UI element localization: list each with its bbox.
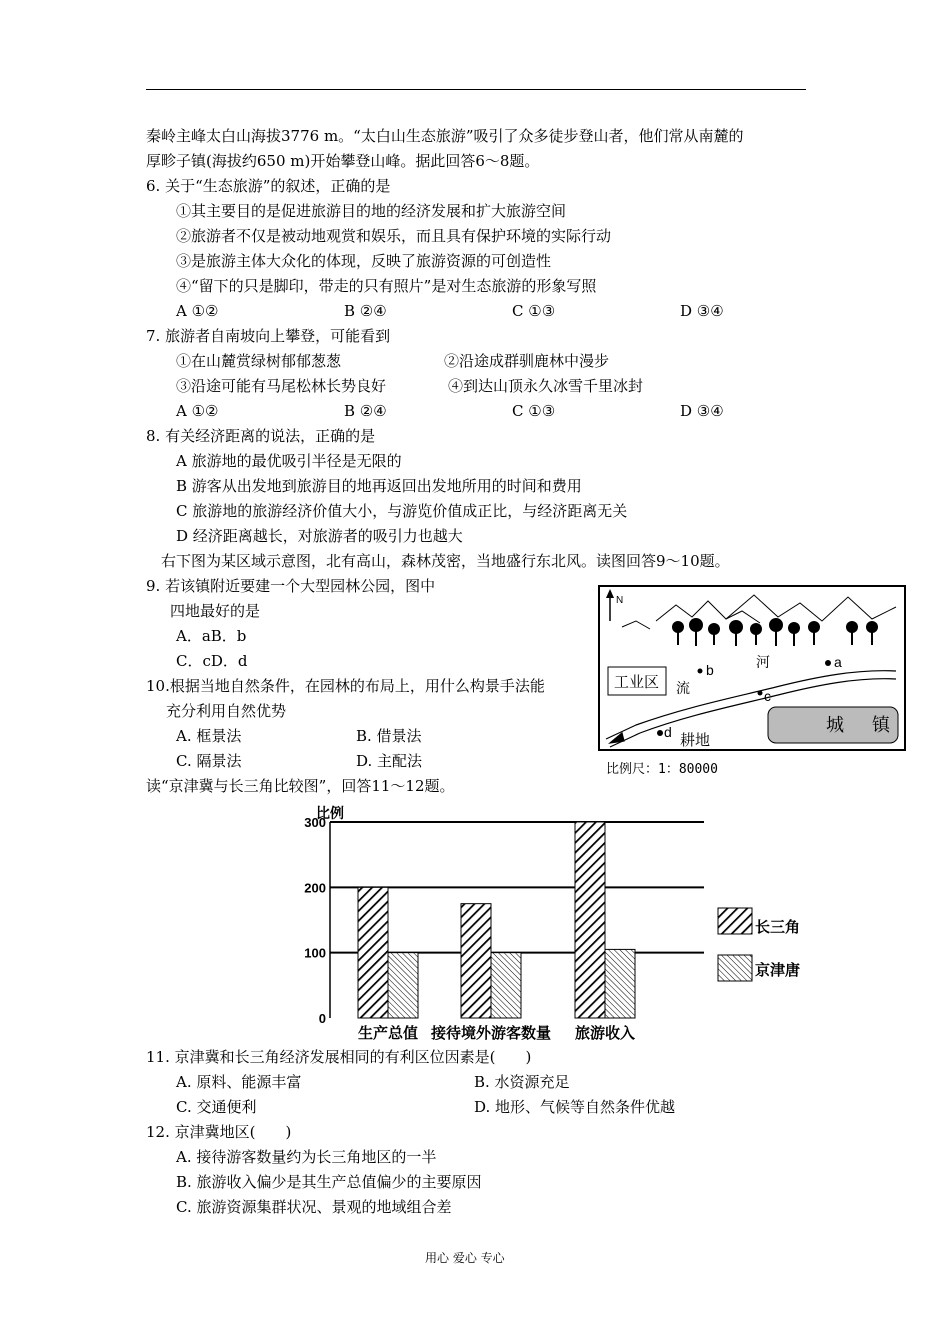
q12-option-c: C. 旅游资源集群状况、景观的地域组合差 bbox=[176, 1198, 452, 1216]
q12-stem: 12. 京津冀地区( ) bbox=[146, 1123, 292, 1141]
point-b-marker bbox=[698, 669, 703, 674]
q6-stem: 6. 关于“生态旅游”的叙述，正确的是 bbox=[146, 177, 391, 195]
bar-series-2-2 bbox=[605, 949, 635, 1018]
q7-item-1: ①在山麓赏绿树郁郁葱葱 bbox=[176, 352, 342, 370]
y-axis-label: 比例 bbox=[316, 805, 344, 821]
bar-series-1-0 bbox=[358, 887, 388, 1018]
q7-item-3: ③沿途可能有马尾松林长势良好 bbox=[176, 377, 387, 395]
q10-option-a: A. 框景法 bbox=[176, 727, 242, 745]
point-c-marker bbox=[758, 691, 763, 696]
legend-swatch-series-2 bbox=[718, 955, 752, 981]
q9-option-ab: A．aB．b bbox=[176, 627, 247, 645]
q12-option-a: A. 接待游客数量约为长三角地区的一半 bbox=[176, 1148, 437, 1166]
y-tick-label: 200 bbox=[304, 880, 326, 896]
q8-option-c: C 旅游地的旅游经济价值大小，与游览价值成正比，与经济距离无关 bbox=[176, 502, 628, 520]
q10-stem: 10.根据当地自然条件，在园林的布局上，用什么构景手法能 bbox=[146, 677, 545, 695]
bar-series-2-0 bbox=[388, 953, 418, 1018]
comparison-chart bbox=[300, 800, 820, 1045]
q6-item-1: ①其主要目的是促进旅游目的地的经济发展和扩大旅游空间 bbox=[176, 202, 567, 220]
q10-option-b: B. 借景法 bbox=[356, 727, 422, 745]
x-tick-label: 接待境外游客数量 bbox=[430, 1025, 552, 1042]
q8-option-b: B 游客从出发地到旅游目的地再返回出发地所用的时间和费用 bbox=[176, 477, 582, 495]
river-label-1: 河 bbox=[756, 655, 770, 671]
q7-option-d: D ③④ bbox=[680, 402, 724, 420]
point-a-label: a bbox=[834, 654, 842, 670]
q11-option-c: C. 交通便利 bbox=[176, 1098, 257, 1116]
river-label-2: 流 bbox=[676, 681, 690, 697]
bar-series-1-2 bbox=[575, 822, 605, 1018]
q7-option-b: B ②④ bbox=[344, 402, 387, 420]
point-b-label: b bbox=[706, 662, 714, 678]
page-footer: 用心 爱心 专心 bbox=[425, 1251, 505, 1265]
q9-stem-2: 四地最好的是 bbox=[170, 602, 261, 620]
q11-option-d: D. 地形、气候等自然条件优越 bbox=[474, 1098, 676, 1116]
q10-option-d: D. 主配法 bbox=[356, 752, 423, 770]
point-d-marker bbox=[657, 730, 663, 736]
q10-stem-2: 充分利用自然优势 bbox=[166, 702, 287, 720]
bar-series-1-1 bbox=[461, 904, 491, 1018]
farmland-label: 耕地 bbox=[680, 731, 711, 749]
q7-item-4: ④到达山顶永久冰雪千里冰封 bbox=[448, 377, 644, 395]
legend-label-series-1: 长三角 bbox=[755, 919, 801, 936]
y-tick-label: 0 bbox=[318, 1011, 326, 1026]
q8-stem: 8. 有关经济距离的说法，正确的是 bbox=[146, 427, 376, 445]
point-c-label: c bbox=[764, 688, 771, 704]
q8-option-a: A 旅游地的最优吸引半径是无限的 bbox=[176, 452, 402, 470]
chart-legend bbox=[718, 908, 800, 981]
north-label: N bbox=[616, 595, 624, 606]
y-tick-label: 300 bbox=[304, 815, 326, 830]
q8-option-d: D 经济距离越长，对旅游者的吸引力也越大 bbox=[176, 527, 463, 545]
y-tick-label: 100 bbox=[304, 945, 326, 961]
legend-swatch-series-1 bbox=[718, 908, 752, 934]
q6-option-a: A ①② bbox=[176, 302, 219, 320]
town-label-2: 镇 bbox=[872, 715, 890, 736]
q12-option-b: B. 旅游收入偏少是其生产总值偏少的主要原因 bbox=[176, 1173, 482, 1191]
legend-label-series-2: 京津唐 bbox=[755, 962, 801, 979]
bar-series-2-1 bbox=[491, 953, 521, 1018]
intro-line-1: 秦岭主峰太白山海拔3776 m。“太白山生态旅游”吸引了众多徒步登山者，他们常从南麓的 bbox=[146, 127, 744, 145]
q9-stem: 9. 若该镇附近要建一个大型园林公园，图中 bbox=[146, 577, 436, 595]
x-tick-label: 生产总值 bbox=[357, 1025, 419, 1042]
header-rule bbox=[146, 89, 806, 90]
region-map bbox=[596, 583, 908, 753]
q7-option-c: C ①③ bbox=[512, 402, 556, 420]
point-d-label: d bbox=[664, 724, 672, 740]
town-label-1: 城 bbox=[826, 715, 844, 736]
industrial-label: 工业区 bbox=[614, 673, 660, 691]
q10-option-c: C. 隔景法 bbox=[176, 752, 242, 770]
q6-item-2: ②旅游者不仅是被动地观赏和娱乐，而且具有保护环境的实际行动 bbox=[176, 227, 612, 245]
q6-option-c: C ①③ bbox=[512, 302, 556, 320]
map-intro: 右下图为某区域示意图，北有高山，森林茂密，当地盛行东北风。读图回答9～10题。 bbox=[161, 552, 730, 570]
q11-option-b: B. 水资源充足 bbox=[474, 1073, 570, 1091]
q7-option-a: A ①② bbox=[176, 402, 219, 420]
chart-intro: 读“京津冀与长三角比较图”，回答11～12题。 bbox=[146, 777, 455, 795]
q6-item-4: ④“留下的只是脚印，带走的只有照片”是对生态旅游的形象写照 bbox=[176, 277, 597, 295]
map-scale: 比例尺：1：80000 bbox=[606, 762, 718, 777]
x-tick-label: 旅游收入 bbox=[574, 1025, 636, 1042]
q6-item-3: ③是旅游主体大众化的体现，反映了旅游资源的可创造性 bbox=[176, 252, 552, 270]
point-a-marker bbox=[825, 660, 831, 666]
q11-option-a: A. 原料、能源丰富 bbox=[176, 1073, 302, 1091]
q7-item-2: ②沿途成群驯鹿林中漫步 bbox=[444, 352, 610, 370]
q6-option-b: B ②④ bbox=[344, 302, 387, 320]
q6-option-d: D ③④ bbox=[680, 302, 724, 320]
intro-line-2: 厚畛子镇(海拔约650 m)开始攀登山峰。据此回答6～8题。 bbox=[146, 152, 540, 170]
q11-stem: 11. 京津冀和长三角经济发展相同的有利区位因素是( ) bbox=[146, 1048, 532, 1066]
q9-option-cd: C．cD．d bbox=[176, 652, 248, 670]
q7-stem: 7. 旅游者自南坡向上攀登，可能看到 bbox=[146, 327, 391, 345]
